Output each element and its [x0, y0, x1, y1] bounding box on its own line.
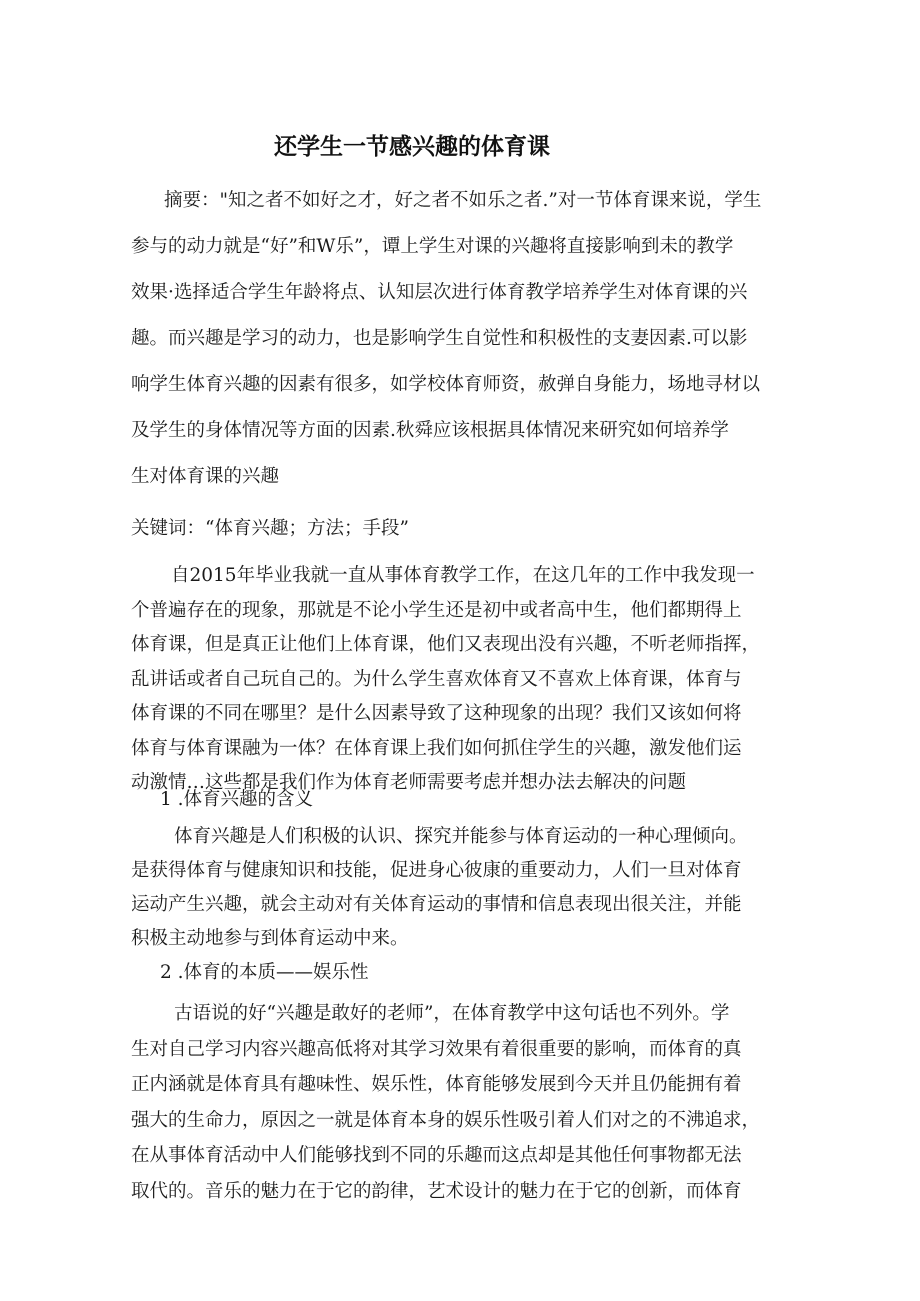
section-1-line: 是获得体育与健康知识和技能，促进身心彼康的重要动力，人们一旦对体育 — [131, 860, 742, 881]
abstract-line: 趣。而兴趣是学习的动力，也是影响学生自觉性和积极性的支妻因素.可以影 — [131, 328, 748, 349]
section-2-line: 正内涵就是体育具有趣味性、娱乐性，体育能够发展到今天并且仍能拥有着 — [131, 1074, 742, 1095]
section-1-line: 运动产生兴趣，就会主动对有关体育运动的事情和信息表现出很关注，并能 — [131, 894, 742, 915]
section-1-heading: 1 .体育兴趣的含义 — [160, 789, 314, 810]
abstract-line: 参与的动力就是“好”和W乐”，谭上学生对课的兴趣将直接影响到未的教学 — [131, 236, 734, 257]
intro-line: 乱讲话或者自己玩自己的。为什么学生喜欢体育又不喜欢上体育课，体育与 — [131, 668, 742, 690]
section-2-paragraph — [131, 996, 799, 1209]
intro-line: 体育课，但是真正让他们上体育课，他们又表现出没有兴趣，不听老师指挥， — [131, 634, 761, 655]
section-1-paragraph — [131, 820, 799, 956]
keywords-line: 关键词：“体育兴趣；方法；手段” — [131, 518, 409, 539]
intro-line: 自2015年毕业我就一直从事体育教学工作，在这几年的工作中我发现一 — [171, 565, 755, 586]
abstract-line: 及学生的身体情况等方面的因素.秋舜应该根据具体情况来研究如何培养学 — [131, 420, 729, 441]
document-title: 还学生一节感兴趣的体育课 — [274, 134, 550, 160]
section-1-line: 体育兴趣是人们积极的认识、探究并能参与体育运动的一种心理倾向。 — [174, 826, 748, 847]
section-2-heading: 2 .体育的本质——娱乐性 — [160, 962, 369, 983]
section-2-line: 生对自己学习内容兴趣高低将对其学习效果有着很重要的影响，而体育的真 — [131, 1038, 742, 1060]
abstract-line: 效果·选择适合学生年龄将点、认知层次进行体育教学培养学生对体育课的兴 — [131, 282, 748, 303]
intro-line: 个普遍存在的现象，那就是不论小学生还是初中或者高中生，他们都期得上 — [131, 599, 742, 621]
section-1-line: 积极主动地参与到体育运动中来。 — [131, 928, 409, 949]
intro-line: 动激情…这些都是我们作为体育老师需要考虑并想办法去解决的问题 — [131, 772, 687, 793]
abstract-paragraph — [131, 178, 799, 500]
intro-line: 体育与体育课融为一体？在体育课上我们如何抓住学生的兴趣，激发他们运 — [131, 737, 742, 759]
section-2-line: 在从事体育活动中人们能够找到不同的乐趣而这点却是其他任何事物都无法 — [131, 1145, 742, 1166]
intro-paragraph — [131, 559, 799, 801]
abstract-line: 生对体育课的兴趣 — [131, 466, 280, 487]
abstract-line: 摘要："知之者不如好之才，好之者不如乐之者.”对一节体育课来说，学生 — [164, 190, 762, 211]
section-2-line: 古语说的好“兴趣是敢好的老师”，在体育教学中这句话也不列外。学 — [174, 1003, 730, 1024]
section-2-line: 取代的。音乐的魅力在于它的韵律，艺术设计的魅力在于它的创新，而体育 — [131, 1180, 742, 1202]
abstract-line: 响学生体育兴趣的因素有很多，如学校体育师资，赦弹自身能力，场地寻材以 — [131, 374, 761, 395]
section-2-line: 强大的生命力，原因之一就是体育本身的娱乐性吸引着人们对之的不沸追求， — [131, 1109, 761, 1131]
intro-line: 体育课的不同在哪里？是什么因素导致了这种现象的出现？我们又该如何将 — [131, 703, 742, 724]
